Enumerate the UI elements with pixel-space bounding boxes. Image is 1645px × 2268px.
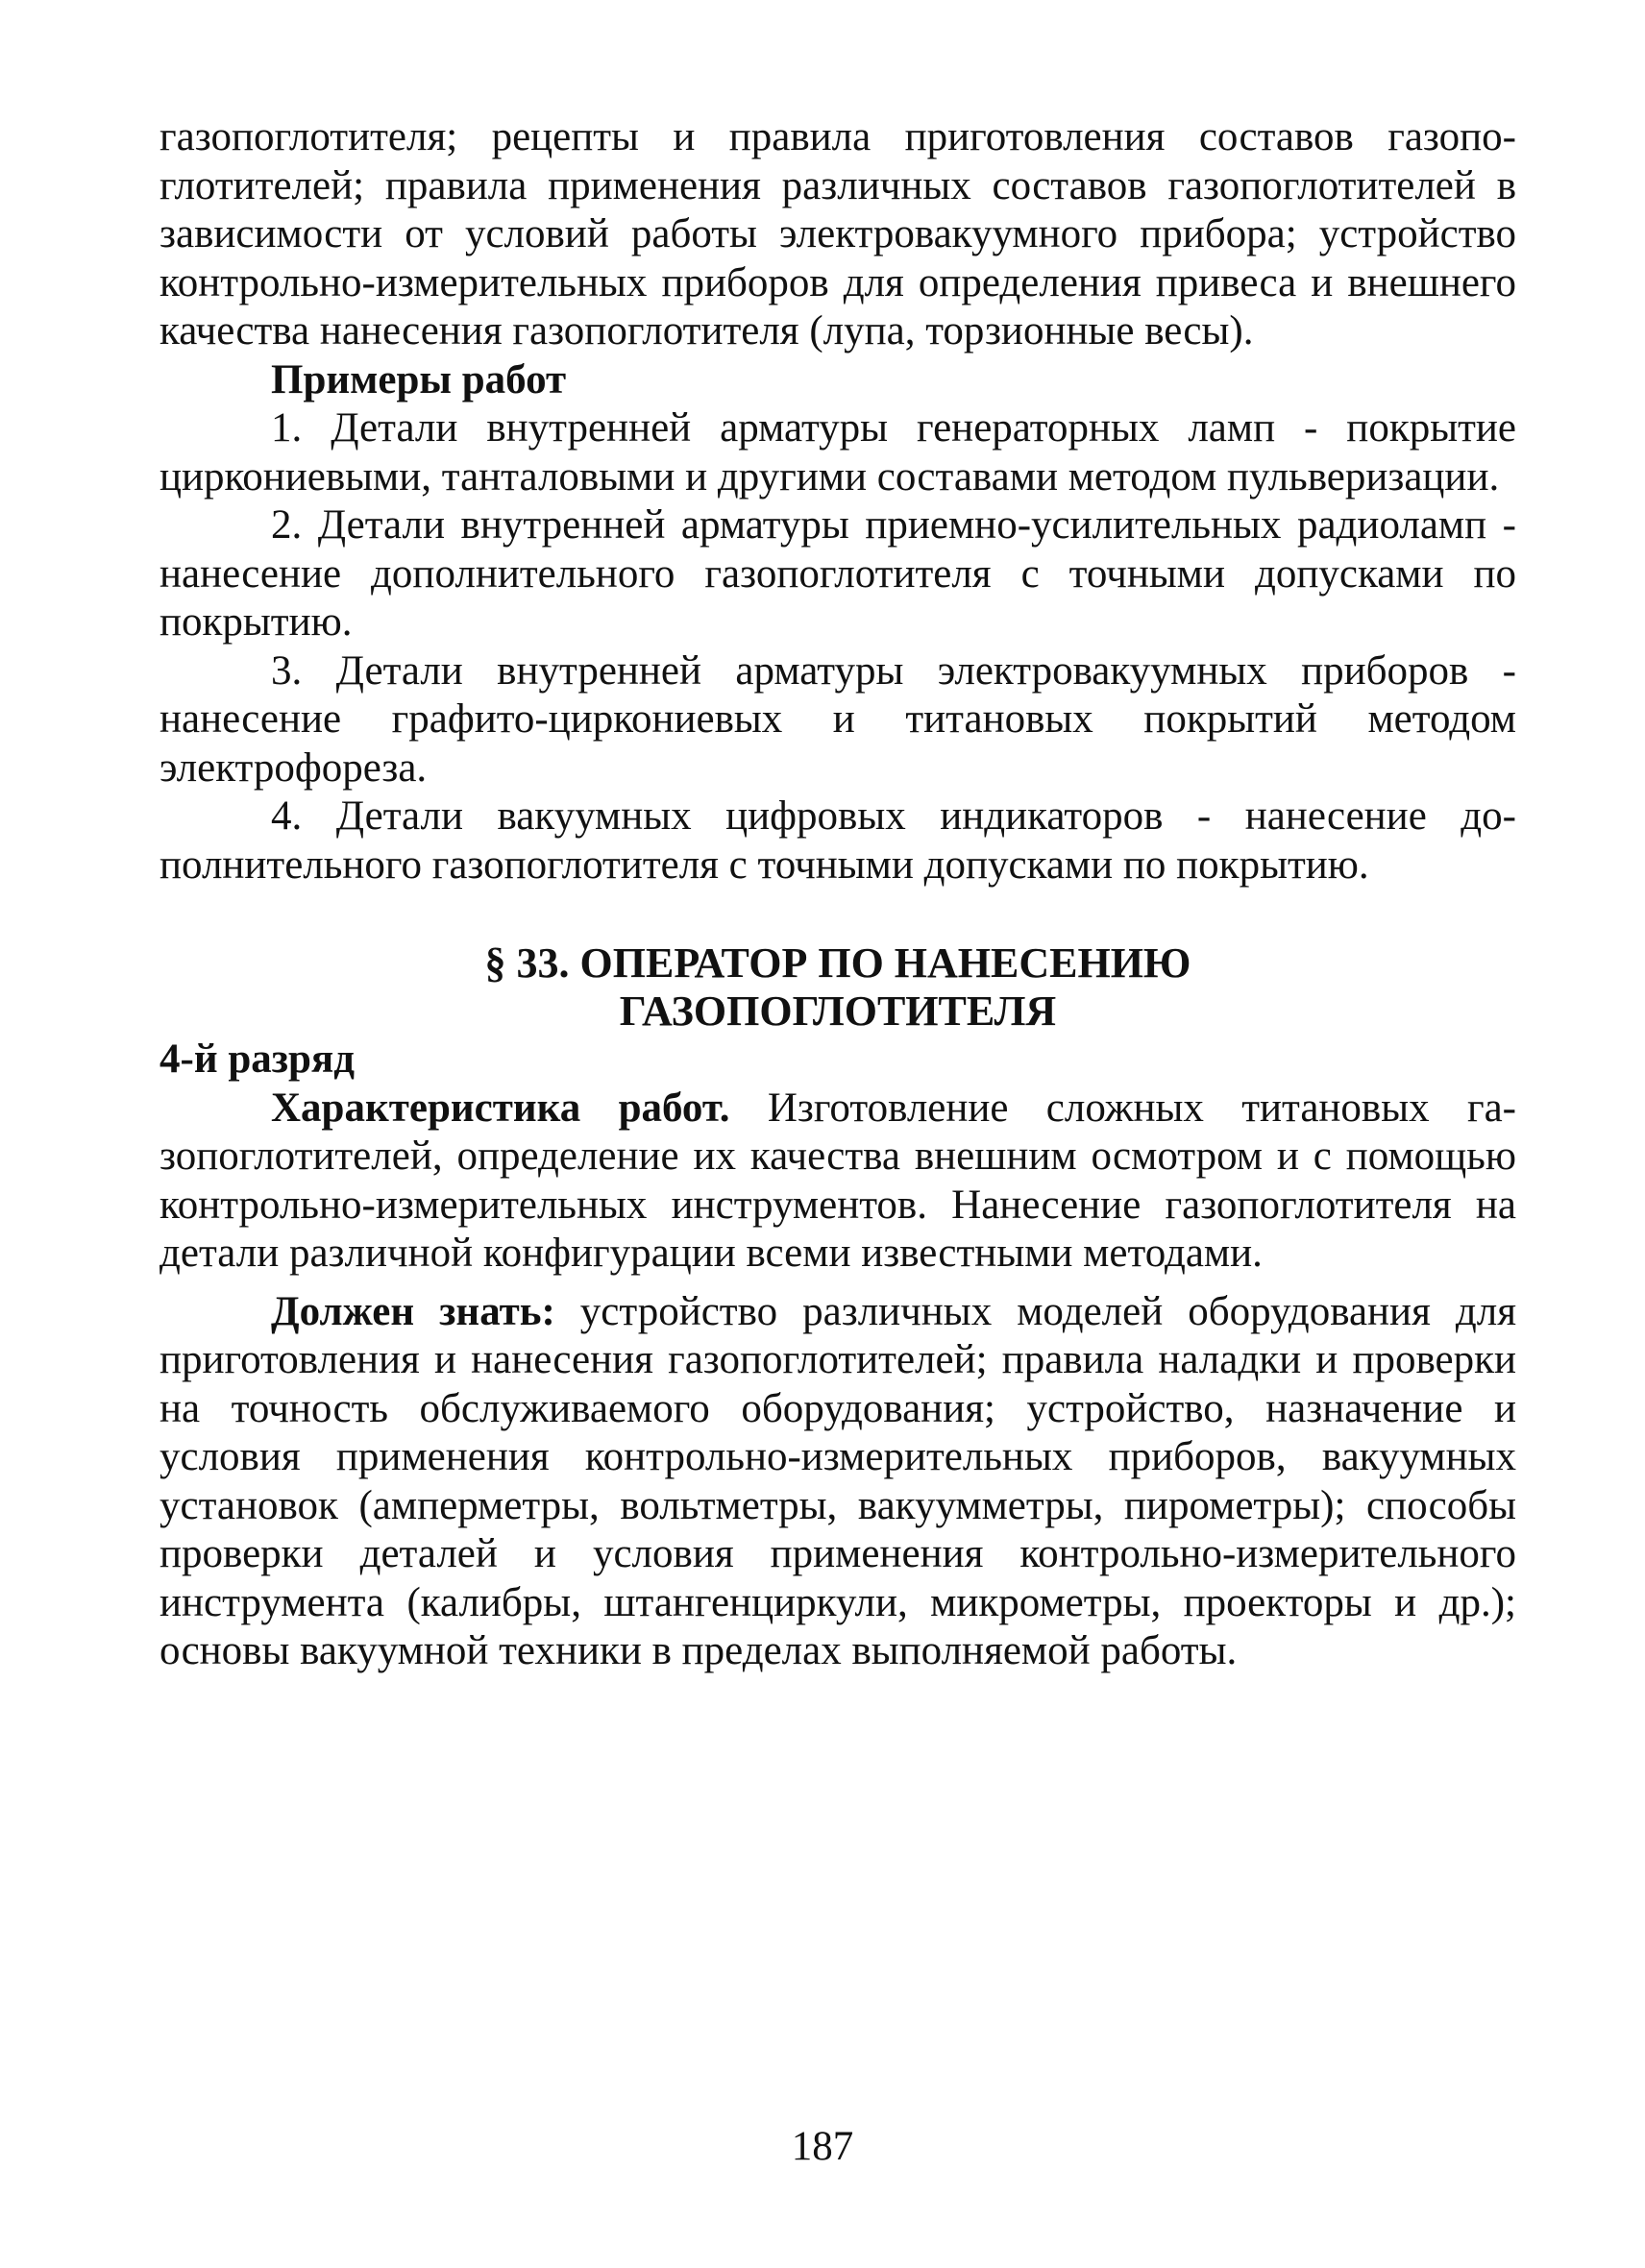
example-item-1: 1. Детали внутренней арматуры генераторных ламп - покрытие циркониевыми, танталовыми и другими составами методом пульверизации. [160, 405, 1516, 500]
rank-label: 4-й разряд [160, 1036, 355, 1082]
section-title [160, 939, 1516, 1036]
characteristics-paragraph [160, 1085, 1516, 1279]
continuation-paragraph: газопоглотителя; рецепты и правила приготовления составов газопоглотителей; правила применения различных составов газопоглотителей в зависимости от условий работы электровакуумного прибора; устройство контрольно-измерительных приборов для определения привеса и внешнего качества нанесения газопоглотителя (лупа, торзионные весы). [160, 114, 1516, 354]
section-title-line-1: § 33. ОПЕРАТОР ПО НАНЕСЕНИЮ [484, 939, 1191, 987]
section-title-line-2: ГАЗОПОГЛОТИТЕЛЯ [619, 988, 1057, 1035]
example-item-3: 3. Детали внутренней арматуры электровакуумных приборов - нанесение графито-циркониевых и титановых покрытий методом электрофореза. [160, 647, 1516, 791]
knowledge-label: Должен знать: [271, 1288, 555, 1334]
knowledge-paragraph [160, 1288, 1516, 1676]
examples-heading: Примеры работ [271, 356, 567, 402]
paragraph-gap [160, 1279, 1516, 1288]
page-number: 187 [791, 2124, 854, 2169]
knowledge-text: устройство различных моделей оборудования для приготовления и нанесения газопоглотителей; правила наладки и проверки на точность обслуживаемого оборудования; устройство, назначение и условия применения контрольно-измерительных приборов, вакуумных установок (амперметры, вольтметры, вакуумметры, пирометры); способы проверки деталей и условия применения контрольно-измерительного инструмента (калибры, штангенциркули, микрометры, проекторы и др.); основы вакуумной техники в пределах выполняемой работы. [160, 1288, 1516, 1673]
characteristics-text: Изготовление сложных титановых газопоглотителей, определение их качества внешним осмотром и с помощью контрольно-измерительных инструментов. Нанесение газопоглотителя на детали различной конфигурации всеми известными методами. [160, 1085, 1516, 1276]
example-item-4: 4. Детали вакуумных цифровых индикаторов - нанесение дополнительного газопоглотителя с точными допусками по покрытию. [160, 793, 1516, 888]
page-body [160, 113, 1516, 1676]
example-item-2: 2. Детали внутренней арматуры приемно-усилительных радиоламп - нанесение дополнительного газопоглотителя с точными допусками по покрытию. [160, 502, 1516, 645]
characteristics-label: Характеристика работ. [271, 1085, 730, 1131]
